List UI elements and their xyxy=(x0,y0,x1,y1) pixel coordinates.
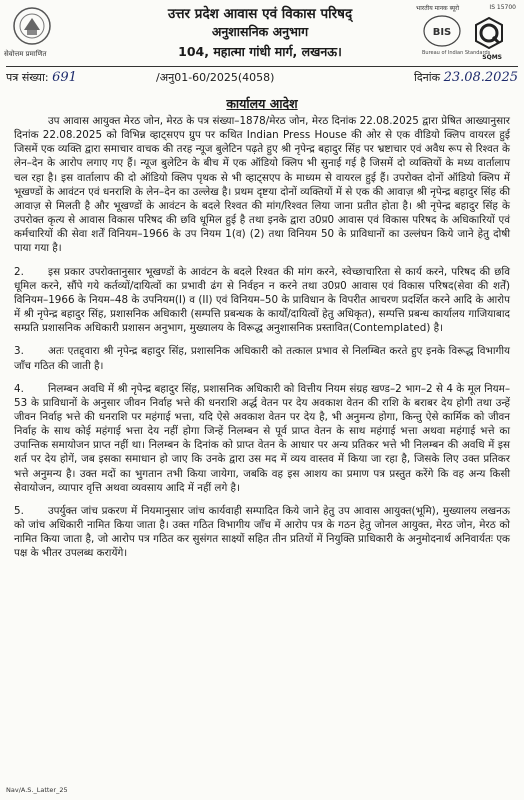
header-divider xyxy=(6,66,518,67)
sevottam-logo xyxy=(10,6,54,46)
paragraph-text: उपर्युक्त जांच प्रकरण में नियमानुसार जांच कार्यवाही सम्पादित किये जाने हेतु उप आवास आयुक्त(भूमि), मुख्यालय लखनऊ को जांच अधिकारी नामित किया जाता है। उक्त गठित विभागीय जाँच में आरोप पत्र के गठन हेतु जोनल आयुक्त, मेरठ जोन, मेरठ को नामित किया जाता है, जो आरोप पत्र गठित कर सुसंगत साक्ष्यों सहित तीन प्रतियों में नियुक्ति प्राधिकारी के अनुमोदनार्थ अनिवार्यतः एक पक्ष के भीतर उपलब्ध करायेंगे। xyxy=(14,504,510,560)
paragraph-text: उप आवास आयुक्त मेरठ जोन, मेरठ के पत्र संख्या–1878/मेरठ जोन, मेरठ दिनांक 22.08.2025 द्वारा प्रेषित आख्यानुसार दिनांक 22.08.2025 को विभिन्न व्हाट्सएप ग्रुप पर कथित Indian Press House की ओर से एक वीडियो क्लिप वायरल हुई जिसमें एक व्यक्ति द्वारा समाचार वाचक की तरह न्यूज बुलेटिन पढ़ते हुए श्री नृपेन्द्र बहादुर सिंह पर भ्रष्टाचार एवं अवैध रूप से रिश्वत के लेन–देन के आरोप लगाए गए हैं। न्यूज बुलेटिन के बीच में एक ऑडियो क्लिप भी सुनाई गई है जिसमें दो व्यक्तियों के मध्य वार्तालाप चल रहा है। इस वार्तालाप की दो ऑडियो क्लिप पृथक से भी व्हाट्सएप के माध्यम से वायरल हुई हैं। उपरोक्त दोनों ऑडियो क्लिप में भूखण्डों के आवंटन एवं धनराशि के लेन–देन का उल्लेख है। प्रथम दृष्टया दोनों व्यक्तियों में से एक की आवाज़ श्री नृपेन्द्र बहादुर सिंह की आवाज़ से मिलती है और भूखण्डों के आवंटन के बदले रिश्वत की मांग/रिश्वत लिया जाना प्रतीत होता है। श्री नृपेन्द्र बहादुर सिंह के उपरोक्त कृत्य से आवास विकास परिषद की छवि धूमिल हुई है तथा इनके द्वारा उ0प्र0 आवास एवं विकास परिषद के अधिकारियों एवं कर्मचारियों की सेवा शर्तें विनियम–1966 के उप नियम 1(व) (2) तथा विनियम 50 के प्राविधानों का उल्लंघन किये जाने हेतु दोषी पाया गया है। xyxy=(14,115,510,255)
letter-number-value: 691 xyxy=(52,70,77,85)
department-name: अनुशासनिक अनुभाग xyxy=(211,24,309,39)
paragraph-text: अतः एतद्द्वारा श्री नृपेन्द्र बहादुर सिंह, प्रशासनिक अधिकारी को तत्काल प्रभाव से निलम्बित करते हुए इनके विरूद्ध विभागीय जाँच गठित की जाती है। xyxy=(14,345,510,372)
paragraph-number: 4. xyxy=(14,382,24,395)
order-body xyxy=(14,114,510,570)
bis-caption: Bureau of Indian Standards xyxy=(422,50,491,56)
paragraph-number: 2. xyxy=(14,265,24,278)
paragraph-5 xyxy=(14,504,510,561)
letter-number-label: पत्र संख्या: xyxy=(6,71,49,84)
letter-number xyxy=(6,70,77,85)
bis-emblem-icon xyxy=(422,14,462,48)
iso-mark-icon xyxy=(472,16,506,50)
footer-code: Nav/A.S._Latter_25 xyxy=(6,786,68,794)
date-label: दिनांक xyxy=(413,71,441,84)
sqms-label: SQMS xyxy=(482,54,502,61)
paragraph-4 xyxy=(14,382,510,495)
letterhead xyxy=(120,4,400,60)
paragraph-2 xyxy=(14,265,510,336)
paragraph-text: निलम्बन अवधि में श्री नृपेन्द्र बहादुर सिंह, प्रशासनिक अधिकारी को वित्तीय नियम संग्रह खण्ड–2 भाग–2 से 4 के मूल नियम–53 के प्राविधानों के अनुसार जीवन निर्वाह भत्ते की धनराशि अर्द्ध वेतन पर देय अवकाश वेतन की राशि के बराबर देय होगी तथा उन्हें जीवन निर्वाह भत्ते की धनराशि पर महंगाई भत्ता, यदि ऐसे अवकाश वेतन पर देय है, भी अनुमन्य होगा, किन्तु ऐसे कार्मिक को जीवन निर्वाह के साथ कोई महंगाई भत्ता देय नहीं होगा जिन्हें निलम्बन से पूर्व प्राप्त वेतन के साथ महंगाई भत्ता अथवा महंगाई भत्ते का उपान्तिक समायोजन प्राप्त नहीं था। निलम्बन के दिनांक को प्राप्त वेतन के आधार पर अन्य प्रतिकर भत्ते भी निलम्बन की अवधि में इस शर्त पर देय होगें, जब इसका समाधान हो जाए कि उनके द्वारा उस मद में व्यय वास्तव में किया जा रहा है, जिसके लिए उक्त प्रतिकर भत्ते अनुमन्य है। उक्त मदों का भुगतान तभी किया जायेगा, जबकि वह इस आशय का प्रमाण पत्र प्रस्तुत करेंगे कि वह अन्य किसी सेवायोजन, व्यापार वृत्ति अथवा व्यवसाय आदि में नहीं लगे है। xyxy=(14,382,510,494)
paragraph-1 xyxy=(14,114,510,256)
logo-caption: सेवोत्तम प्रमाणित xyxy=(4,50,47,58)
bis-emblem-text: BIS xyxy=(432,27,452,38)
file-reference: /अनु01-60/2025(4058) xyxy=(156,71,275,84)
is-standard-label: IS 15700 xyxy=(489,4,516,11)
paragraph-text: इस प्रकार उपरोक्तानुसार भूखण्डों के आवंटन के बदले रिश्वत की मांग करने, स्वेच्छाचारिता से कार्य करने, परिषद की छवि धूमिल करने, सौंपे गये कर्तव्यों/दायित्वों का प्रभावी ढंग से निर्वहन न करने तथा उ0प्र0 आवास एवं विकास परिषद(सेवा की शर्तें) विनियम–1966 के नियम–48 के उपनियम(I) व (II) एवं विनियम–50 के प्राविधान के विपरीत आचरण प्रदर्शित करने आदि के आरोप में श्री नृपेन्द्र बहादुर सिंह, प्रशासनिक अधिकारी (सम्पत्ति प्रबन्धक के कार्यों/दायित्वों हेतु अधिकृत), सम्पत्ति प्रबन्ध कार्यालय गाजियाबाद सम्प्रति प्रशासनिक अधिकारी प्रशासन अनुभाग, मुख्यालय के विरूद्ध अनुशासनिक प्रस्तावित(Contemplated) है। xyxy=(14,265,510,335)
paragraph-number: 5. xyxy=(14,504,24,517)
paragraph-3 xyxy=(14,344,510,372)
org-title: उत्तर प्रदेश आवास एवं विकास परिषद् xyxy=(167,6,353,22)
date-value: 23.08.2025 xyxy=(443,70,518,85)
order-title: कार्यालय आदेश xyxy=(226,96,298,111)
letter-date xyxy=(414,70,518,85)
org-address: 104, महात्मा गांधी मार्ग, लखनऊ। xyxy=(178,44,342,59)
bis-label: भारतीय मानक ब्यूरो xyxy=(416,5,460,12)
reference-line xyxy=(6,70,518,88)
certification-block xyxy=(416,4,516,66)
paragraph-number: 3. xyxy=(14,345,24,358)
